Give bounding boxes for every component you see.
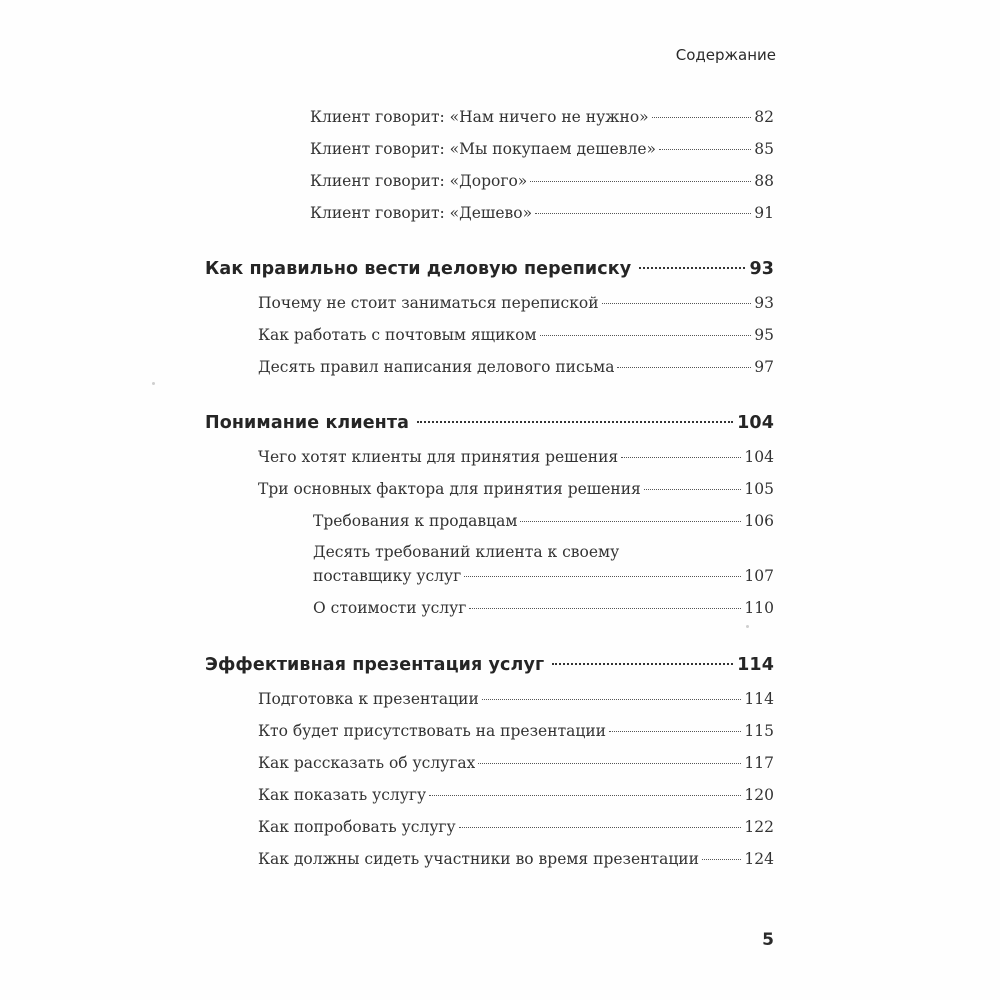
paper-speck [746,625,749,628]
toc-entry-page: 117 [744,754,774,772]
toc-entry[interactable] [313,599,774,617]
toc-entry-page: 104 [744,448,774,466]
toc-entry-title: Клиент говорит: «Дешево» [310,204,533,222]
toc-entry-title: поставщику услуг [313,567,462,585]
dot-leader [417,421,733,423]
toc-entry[interactable] [258,786,774,804]
dot-leader [540,335,752,336]
toc-entry-title: Как рассказать об услугах [258,754,476,772]
toc-entry-title-line1: Десять требований клиента к своему [313,543,620,561]
toc-entry[interactable] [258,690,774,708]
toc-entry[interactable] [310,140,774,158]
toc-chapter-title: Как правильно вести деловую переписку [205,259,632,279]
toc-entry-page: 115 [744,722,774,740]
toc-entry-page: 105 [744,480,774,498]
dot-leader [535,213,751,214]
toc-entry-title: Почему не стоит заниматься перепиской [258,294,599,312]
toc-entry-page: 97 [754,358,774,376]
toc-entry-title: Как попробовать услугу [258,818,456,836]
dot-leader [644,489,742,490]
dot-leader [459,827,742,828]
toc-chapter-title: Понимание клиента [205,413,410,433]
toc-entry[interactable] [313,512,774,530]
toc-entry-page: 122 [744,818,774,836]
toc-entry-page: 85 [754,140,774,158]
toc-entry-title: Клиент говорит: «Дорого» [310,172,528,190]
toc-entry-title: Подготовка к презентации [258,690,479,708]
toc-entry-title: Как показать услугу [258,786,427,804]
dot-leader [617,367,751,368]
toc-entry-title: Три основных фактора для принятия решения [258,480,641,498]
dot-leader [602,303,752,304]
toc-entry[interactable] [258,850,774,868]
dot-leader [469,608,741,609]
dot-leader [482,699,742,700]
toc-entry-page: 120 [744,786,774,804]
toc-entry-title: Кто будет присутствовать на презентации [258,722,607,740]
toc-entry-title: Чего хотят клиенты для принятия решения [258,448,619,466]
dot-leader [429,795,741,796]
toc-chapter[interactable] [205,655,774,675]
toc-entry[interactable] [310,108,774,126]
dot-leader [639,267,745,269]
dot-leader [464,576,741,577]
toc-entry-page: 88 [754,172,774,190]
page-number: 5 [762,930,774,950]
toc-entry[interactable] [310,204,774,222]
toc-entry[interactable] [258,722,774,740]
toc-entry[interactable] [310,172,774,190]
toc-entry-page: 93 [754,294,774,312]
toc-entry-title: О стоимости услуг [313,599,467,617]
toc-entry[interactable] [258,358,774,376]
dot-leader [478,763,741,764]
dot-leader [520,521,741,522]
toc-entry[interactable] [258,818,774,836]
toc-entry-page: 82 [754,108,774,126]
dot-leader [659,149,751,150]
toc-entry-page: 91 [754,204,774,222]
toc-entry[interactable] [258,480,774,498]
toc-entry-title: Требования к продавцам [313,512,518,530]
toc-chapter-title: Эффективная презентация услуг [205,655,545,675]
toc-entry-title: Как должны сидеть участники во время презентации [258,850,699,868]
toc-entry-title: Клиент говорит: «Нам ничего не нужно» [310,108,649,126]
paper-speck [152,382,155,385]
toc-chapter-page: 114 [737,655,774,675]
toc-entry[interactable] [258,754,774,772]
toc-entry-page: 114 [744,690,774,708]
toc-entry[interactable] [258,326,774,344]
dot-leader [652,117,752,118]
dot-leader [702,859,741,860]
dot-leader [621,457,741,458]
toc-chapter-page: 93 [749,259,774,279]
toc-entry-page: 106 [744,512,774,530]
toc-entry-page: 107 [744,567,774,585]
toc-entry-title: Как работать с почтовым ящиком [258,326,537,344]
toc-chapter[interactable] [205,259,774,279]
toc-entry-page: 95 [754,326,774,344]
toc-entry[interactable] [313,567,774,585]
toc-entry-title: Десять правил написания делового письма [258,358,615,376]
toc-entry-page: 124 [744,850,774,868]
toc-entry-title: Клиент говорит: «Мы покупаем дешевле» [310,140,657,158]
running-head: Содержание [675,46,776,64]
dot-leader [552,663,733,665]
toc-chapter[interactable] [205,413,774,433]
toc-entry[interactable] [258,294,774,312]
toc-chapter-page: 104 [737,413,774,433]
dot-leader [530,181,751,182]
toc-entry[interactable] [258,448,774,466]
toc-entry-page: 110 [744,599,774,617]
dot-leader [609,731,741,732]
